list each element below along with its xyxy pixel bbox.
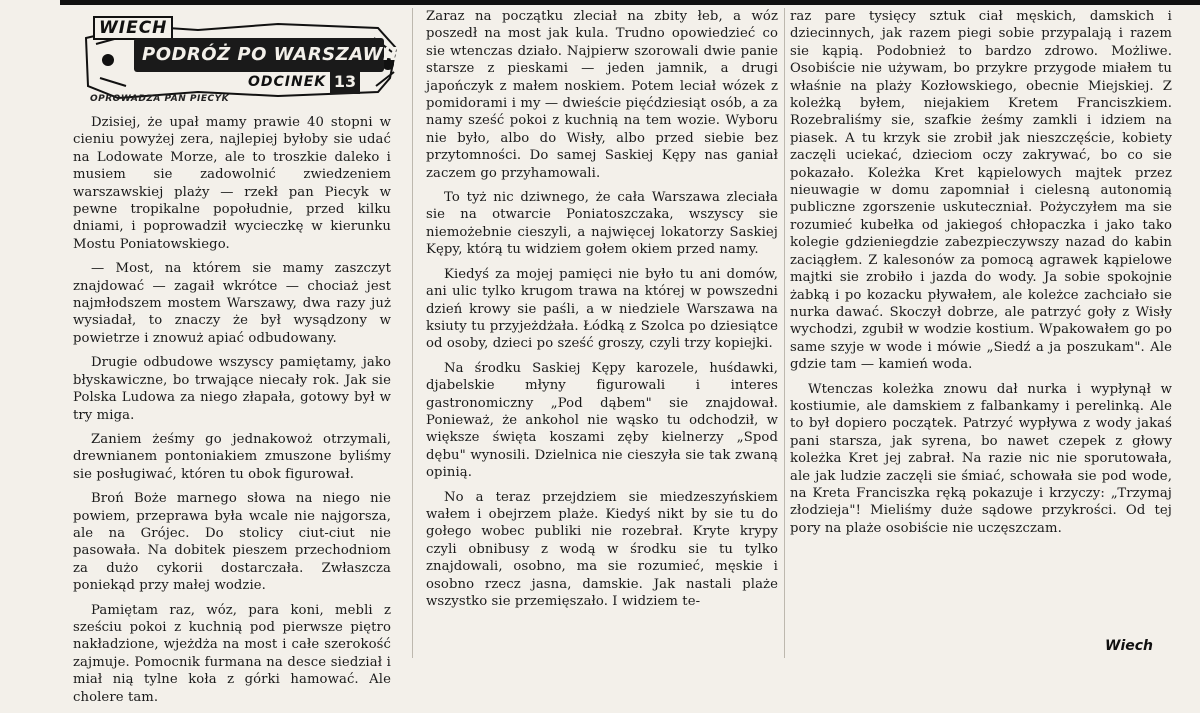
paragraph: — Most, na którem sie mamy zaszczyt znajdować — zagaił wkrótce — chociaż jest najmłodszem mostem Warszawy, dwa razy już wysiadał, to znaczy że był wysądzony w powietrze i znowuż apiać odbudowany. (73, 261, 391, 346)
paragraph: Kiedyś za mojej pamięci nie było tu ani domów, ani ulic tylko krugom trawa na której w powszedni dzień krowy sie paśli, a w niedziele Warszawa na ksiuty tu przyjeżdżała. Łódką z Szolca po dziesiątce od osoby, dzieci po sześć groszy, czyli trzy kopiejki. (426, 266, 778, 352)
paragraph: Pamiętam raz, wóz, para koni, mebli z sześciu pokoi z kuchnią pod pierwsze piętro nakładzione, wjeżdża na most i całe szerokość zajmuje. Pomocnik furmana na desce siedział i miał nią tylne koła z górki hamować. Ale cholere tam. (73, 602, 391, 705)
paragraph: Dzisiej, że upał mamy prawie 40 stopni w cieniu powyżej zera, najlepiej byłoby sie udać na Lodowate Morze, ale to troszkie daleko i musiem sie zadowolnić zwiedzeniem warszawskiej plaży — rzekł pan Piecyk w pewne tropikalne popołudnie, przed kilku dniami, i poprowadził wycieczkę w kierunku Mostu Poniatowskiego. (73, 115, 391, 252)
masthead-episode-label: ODCINEK (248, 74, 327, 90)
article-column-1 (73, 114, 391, 713)
masthead-guide: OPROWADZA PAN PIECYK (90, 94, 230, 104)
paragraph: To tyż nic dziwnego, że cała Warszawa zleciała sie na otwarcie Poniatoszczaka, wszyscy sie niemożebnie cieszyli, a najwięcej lokatorzy Saskiej Kępy, którą tu widziem gołem okiem przed namy. (426, 190, 778, 258)
paragraph: Na środku Saskiej Kępy karozele, huśdawki, djabelskie młyny figurowali i interes gastronomiczny „Pod dąbem" sie znajdował. Ponieważ, że ankohol nie wąsko tu odchodził, w większe święta koszami zęby kielnerzy „Spod dębu" wynosili. Dzielnica nie cieszyła sie tak zwaną opinią. (426, 360, 778, 481)
column-separator (784, 8, 785, 658)
article-column-2 (426, 8, 778, 617)
column-separator (412, 8, 413, 658)
masthead-title: PODRÓŻ PO WARSZAWIE (142, 44, 403, 65)
column-masthead (78, 8, 408, 110)
paragraph: Wtenczas koleżka znowu dał nurka i wypłynął w kostiumie, ale damskiem z falbankamy i perelinką. Ale to był dopiero początek. Patrzyć wypływa z wody jakaś pani starsza, jak syrena, bo nawet czepek z głowy koleżka Kret jej zabrał. Na razie nic nie sporutowała, ale jak ludzie zaczęli sie śmiać, schowała sie pod wode, na Kreta Franciszka ręką pokazuje i krzyczy: „Trzymaj złodzieja"! Mieliśmy duże sądowe przykrości. Od tej pory na plaże osobiście nie uczęszczam. (790, 381, 1172, 536)
paragraph: Zaraz na początku zleciał na zbity łeb, a wóz poszedł na most jak kula. Trudno opowiedzieć co sie wtenczas działo. Najpierw szorowali dwie panie starsze z pieskami — jeden jamnik, a drugi japończyk z małem noskiem. Potem leciał wózek z pomidorami i my — dwieście pięćdziesiąt osób, a za namy sześć pokoi z kuchnią na tem wozie. Wyboru nie było, albo do Wisły, albo przed siebie bez przytomności. Do samej Saskiej Kępy nas ganiał zaczem go przyhamowali. (426, 9, 778, 181)
article-column-3 (790, 8, 1172, 544)
author-signature: Wiech (1105, 638, 1154, 654)
top-rule (60, 0, 1200, 5)
masthead-author: WIECH (93, 16, 173, 40)
paragraph: No a teraz przejdziem sie miedzeszyńskiem wałem i obejrzem plaże. Kiedyś nikt by sie tu do gołego wobec publiki nie rozebrał. Kryte krypy czyli obnibusy z wodą w środku sie tu tylko znajdowali, osobno, ma sie rozumieć, męskie i osobno rzecz jasna, damskie. Jak nastali plaże wszystko sie przemięszało. I widziem te- (426, 489, 778, 609)
paragraph: Zaniem żeśmy go jednakowoż otrzymali, drewnianem pontoniakiem zmuszone byliśmy sie posługiwać, któren tu obok figurował. (73, 431, 391, 482)
paragraph: raz pare tysięcy sztuk ciał męskich, damskich i dziecinnych, jak razem piegi sobie przypalają i razem sie kąpią. Podobnież to bardzo zdrowo. Możliwe. Osobiście nie używam, bo przykre przygode miałem tu właśnie na plaży Kozłowskiego, obecnie Miejskiej. Z koleżką byłem, niejakiem Kretem Franciszkiem. Rozebraliśmy sie, szafkie żeśmy zamkli i idziem na piasek. A tu krzyk sie zrobił jak nieszczęście, kobiety zaczęli uciekać, dzieciom oczy zakrywać, bo co sie pokazało. Koleżka Kret kąpielowych majtek przez nieuwagie w domu zapomniał i cielesną autonomią publiczne zgorszenie uskuteczniał. Pożyczyłem ma sie rozumieć kubełka od jakiegoś chłopaczka i jako tako kolegie gdzieniegdzie zabezpieczywszy nazad do kabin zaciągłem. Z kalesonów za pomocą agrawek kąpielowe majtki sie zrobiło i jazda do wody. Ja sobie spokojnie żabką i po kozacku pływałem, ale koleżce zachciało sie nurka dawać. Skoczył dobrze, ale patrzyć goły z Wisły wychodzi, zgubił w wodzie kostium. Wpakowałem go po same szyje w wode i mówie „Siedź a ja poszukam". Ale gdzie tam — kamień woda. (790, 9, 1172, 373)
paragraph: Broń Boże marnego słowa na niego nie powiem, przeprawa była wcale nie najgorsza, ale na Grójec. Do stolicy ciut-ciut nie pasowała. Na dobitek pieszem przechodniom za dużo cykorii dostarczała. Zwłaszcza poniekąd przy małej wodzie. (73, 491, 391, 594)
masthead-episode-number: 13 (330, 70, 360, 94)
paragraph: Drugie odbudowe wszyscy pamiętamy, jako błyskawiczne, bo trwające niecały rok. Jak sie Polska Ludowa za niego złapała, gotowy był w try miga. (73, 355, 391, 423)
